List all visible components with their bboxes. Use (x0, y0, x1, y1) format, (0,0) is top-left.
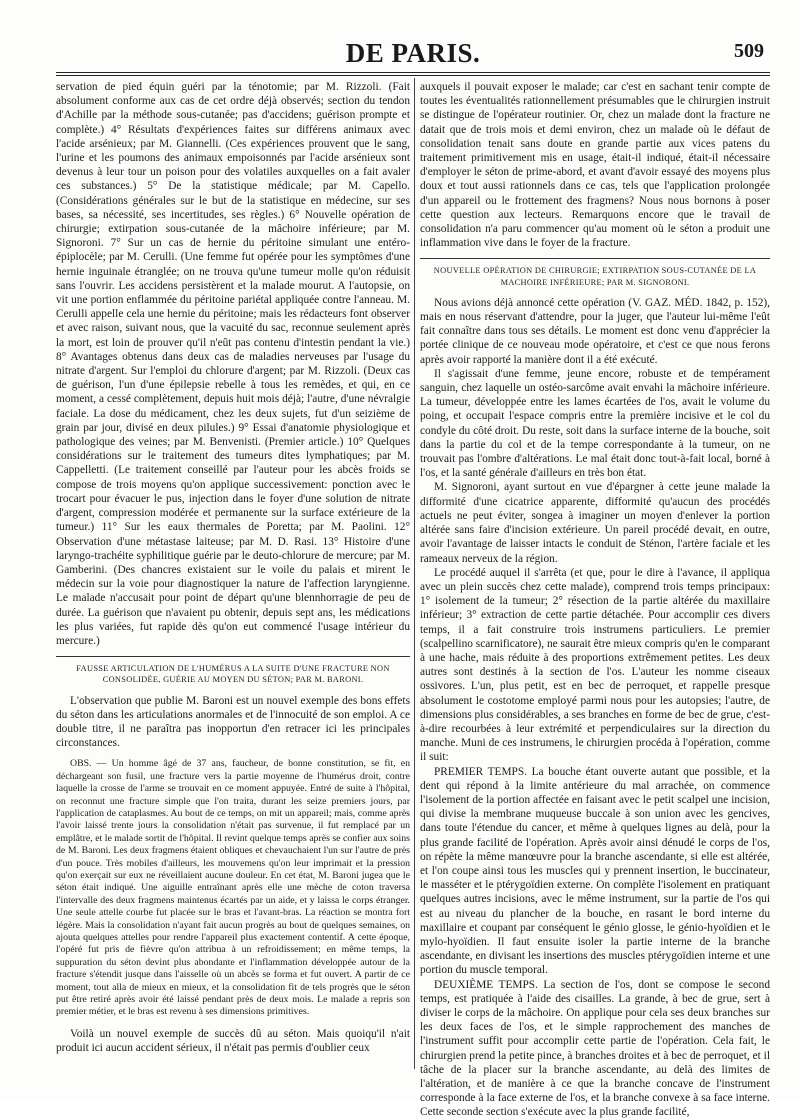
left-paragraph-intro: L'observation que publie M. Baroni est un nouvel exemple des bons effets du séton dans les articulations anormales et de l'innocuité de son emploi. A ce double titre, il ne paraîtra pas inopportun d'en retracer ici les principales circonstances. (56, 694, 410, 750)
right-paragraph-continued: auxquels il pouvait exposer le malade; car c'est en sachant tenir compte de toutes les éventualités rationnellement présumables que le chirurgien instruit se distingue de l'opérateur routinier. Or, chez un malade dont la fracture ne datait que de trois mois et demi environ, chez un malade où le défaut de consolidation tenait sans doute en grande partie aux vices patens du traitement primitivement mis en usage, était-il indiqué, était-il nécessaire d'employer le séton de prime-abord, et avant d'avoir essayé des moyens plus doux et tout aussi rationnels dans ce cas, tels que l'application prolongée d'un appareil ou le frottement des fragmens? Nous nous bornons à poser cette question aux lecteurs. Remarquons encore que le travail de consolidation n'a paru commencer qu'au moment où le séton a produit une inflammation vive dans le foyer de la fracture. (420, 81, 770, 250)
article-heading-signoroni: NOUVELLE OPÉRATION DE CHIRURGIE; EXTIRPATION SOUS-CUTANÉE DE LA MACHOIRE INFÉRIEURE; PAR M. SIGNORONI. (433, 266, 757, 287)
running-title: DE PARIS. (345, 38, 481, 68)
header-rule (56, 72, 770, 73)
right-paragraph-4: Le procédé auquel il s'arrêta (et que, pour le dire à l'avance, il appliqua avec un plein succès chez cette malade), comprend trois temps principaux: 1° isolement de la tumeur; 2° résection de la partie altérée du maxillaire inférieur; 3° extraction de cette partie détachée. Pour accomplir ces divers temps, il a fait construire trois instrumens particuliers. Le premier (scalpellino scarnificatore), ne saurait être mieux compris qu'en le comparant à une hache, mais réduite à des proportions extrêmement petites. Les deux autres sont destinés à la section de l'os. L'auteur les nomme ciseaux ossivores. L'un, plus petit, est en bec de perroquet, et rappelle presque absolument le costotome employé parmi nous pour les autopsies; l'autre, de dimensions plus considérables, a ses branches en forme de bec de grue, c'est-à-dire recourbées à leur extrémité et perpendiculaires sur la direction du manche. Muni de ces instrumens, le chirurgien procéda à l'opération, comme il suit: (420, 566, 770, 764)
right-column (420, 80, 770, 1120)
article-heading-baroni: FAUSSE ARTICULATION DE L'HUMÉRUS A LA SUITE D'UNE FRACTURE NON CONSOLIDÉE, GUÉRIE AU MOYEN DU SÉTON; PAR M. BARONI. (76, 664, 390, 685)
header-rule-thin (56, 75, 770, 76)
observation-paragraph: OBS. — Un homme âgé de 37 ans, faucheur, de bonne constitution, se fit, en déchargeant son fusil, une fracture vers la partie moyenne de l'humérus droit, contre laquelle la crosse de l'arme se trouvait en ce moment appuyée. Entré de suite à l'hôpital, on reconnut une fracture simple que l'on traita, durant les seize premiers jours, par l'application de cataplasmes. Au bout de ce temps, on mit un appareil; mais, comme après l'avoir laissé trente jours la consolidation n'était pas survenue, il fut remplacé par un emplâtre, et le malade sortit de l'hôpital. Il revint quelque temps après se confier aux soins de M. Baroni. Les deux fragmens étaient obliques et chevauchaient l'un sur l'autre de près d'un pouce. Très mobiles d'ailleurs, les mouvemens qu'on leur imprimait et la pression qu'on exerçait sur eux ne réveillaient aucune douleur. En cet état, M. Baroni jugea que le séton était indiqué. Une aiguille entraînant après elle une mèche de coton traversa l'intervalle des deux fragmens maintenus écartés par un aide, et y laissa le corps étranger. Une seule attelle courbe fut placée sur le bras et l'avant-bras. La réaction se montra fort légère. Mais la consolidation n'ayant fait aucun progrès au bout de quelques semaines, on ajouta quelques attelles pour rendre l'appareil plus exactement contentif. A cette époque, l'opéré fut pris de fièvre qu'on attribua à un refroidissement; en même temps, la suppuration du séton devint plus abondante et l'inflammation développée autour de la fracture s'étendit jusque dans l'aisselle où un abcès se forma et fut ouvert. A partir de ce moment, tout alla de mieux en mieux, et la consolidation fit de tels progrès que le séton put être retiré après avoir été laissé pendant près de deux mois. Le malade a repris son premier métier, et le bras est revenu à ses dimensions primitives. (56, 758, 410, 1018)
left-column (56, 80, 410, 1055)
right-paragraph-deuxieme-temps: DEUXIÈME TEMPS. La section de l'os, dont se compose le second temps, est pratiquée à l'aide des cisailles. La grande, à bec de grue, sert à diviser le corps de la mâchoire. On applique pour cela ses deux branches sur les deux faces de l'os, et le simple rapprochement des manches de l'instrument suffit pour accomplir cette partie de l'opération. Cela fait, le chirurgien prend la petite pince, à branches droites et à bec de perroquet, et il tâche de la placer sur la branche ascendante, au delà des limites de l'altération, et de manière à ce que la branche concave de l'instrument corresponde à la face externe de l'os, et la branche convexe à sa face interne. Cette seconde section s'exécute avec la plus grande facilité, (420, 978, 770, 1119)
page-number: 509 (734, 40, 764, 62)
page-header (56, 34, 770, 68)
column-divider (414, 78, 415, 1069)
left-paragraph-continued: servation de pied équin guéri par la ténotomie; par M. Rizzoli. (Fait absolument conforme aux cas de cet ordre déjà observés; section du tendon d'Achille par la méthode sous-cutanée; pas d'accidens; guérison prompte et complète.) 4° Résultats d'expériences faites sur différens animaux avec l'acide arsénieux; par M. Giannelli. (Ces expériences prouvent que le sang, l'urine et les poumons des animaux empoisonnés par l'acide arsénieux sont devenus à leur tour un poison pour des volatiles auxquelles on a fait avaler ces substances.) 5° De la statistique médicale; par M. Capello. (Considérations générales sur le but de la statistique en médecine, sur ses bases, sa nécessité, ses incertitudes, ses règles.) 6° Nouvelle opération de chirurgie; extirpation sous-cutanée de la mâchoire inférieure; par M. Signoroni. 7° Sur un cas de hernie du péritoine simulant une entéro-épiplocèle; par M. Cerulli. (Une femme fut opérée pour les symptômes d'une hernie inguinale étranglée; on ne trouva qu'une tumeur molle qu'on réduisit sans l'ouvrir. Les accidens persistèrent et la malade mourut. A l'autopsie, on vit une portion enflammée du péritoine pariétal appliquée contre l'anneau. M. Cerulli appelle cela une hernie du péritoine; mais les rédacteurs font observer et avec raison, suivant nous, que la vacuité du sac, reconnue seulement après la mort, est loin de prouver qu'il n'eût pas contenu d'intestin pendant la vie.) 8° Avantages obtenus dans deux cas de maladies nerveuses par l'usage du nitrate d'argent. Sur l'emploi du chlorure d'argent; par M. Rizzoli. (Deux cas de guérison, l'un d'une épilepsie rebelle à tous les remèdes, et qui, en ce moment, a cessé complètement, depuis huit mois déjà; l'autre, d'une névralgie faciale. La dose du médicament, chez les deux sujets, fut d'un seizième de grain par jour, divisé en deux pilules.) 9° Essai d'anatomie physiologique et pathologique des veines; par M. Benvenisti. (Premier article.) 10° Quelques considérations sur le traitement des tumeurs dites lymphatiques; par M. Cappelletti. (Le traitement conseillé par l'auteur pour les abcès froids se compose de trois moyens qu'on applique successivement: ponction avec le trocart pour évacuer le pus, injection dans le foyer d'une solution de nitrate d'argent, compression modérée et permanente sur la surface extérieure de la tumeur.) 11° Sur les eaux thermales de Poretta; par M. Paolini. 12° Observation d'une métastase laiteuse; par M. D. Rasi. 13° Histoire d'une laryngo-trachéite syphilitique guérie par le deuto-chlorure de mercure; par M. Gamberini. (Des chancres existaient sur le voile du palais et mirent le médecin sur la voie pour diagnostiquer la nature de l'affection laryngienne. Le malade n'accusait pour point de départ qu'une blennhorragie de peu de durée. La guérison que n'avaient pu obtenir, depuis sept ans, les médications les plus variées, fut rapide dès qu'on eut commencé l'usage intérieur du mercure.) (56, 81, 410, 647)
section-separator (56, 656, 410, 657)
right-paragraph-3: M. Signoroni, ayant surtout en vue d'épargner à cette jeune malade la difformité d'une cicatrice apparente, difformité qu'aucun des procédés actuels ne peut éviter, songea à imaginer un moyen d'enlever la portion altérée sans faire d'incision extérieure. Un pareil procédé devait, en outre, avoir l'avantage de laisser intacts le conduit de Sténon, l'artère faciale et les rameaux nerveux de la région. (420, 481, 770, 565)
section-separator-right (420, 258, 770, 259)
right-paragraph-premier-temps: PREMIER TEMPS. La bouche étant ouverte autant que possible, et la dent qui répond à la limite antérieure du mal arrachée, on commence l'isolement de la portion affectée en faisant avec le petit scalpel une incision, qui divise la membrane muqueuse buccale à son union avec les gencives, dans toute l'étendue du cancer, et même à quelques lignes au delà, pour la plus grande facilité de l'opération. Après avoir ainsi dénudé le corps de l'os, on répète la même manœuvre pour la branche ascendante, si elle est altérée, et l'on coupe ainsi tous les muscles qui y prennent insertion, le buccinateur, le masséter et le ptérygoïdien externe. On complète l'isolement en pratiquant quelques autres incisions, avec le même instrument, sur la partie de l'os qui est au niveau du plancher de la bouche, en rasant le bord interne du maxillaire et coupant par conséquent le génio glosse, le génio-hyoïdien et le mylo-hyoïdien. Il faut ensuite isoler la partie interne de la branche ascendante, en divisant les insertions des muscles ptérygoïdien interne et une portion du muscle temporal. (420, 765, 770, 977)
right-paragraph-2: Il s'agissait d'une femme, jeune encore, robuste et de tempérament sanguin, chez laquelle un ostéo-sarcôme avait envahi la mâchoire inférieure. La tumeur, développée entre les lames écartées de l'os, avait le volume du poing, et occupait l'espace compris entre la première incisive et le col du condyle du côté droit. Du reste, soit dans la surface interne de la bouche, soit dans la partie du col et de la tempe correspondante à la tumeur, on ne trouvait pas l'ombre d'altérations. Le mal était donc tout-à-fait local, borné à l'os, et la santé générale d'ailleurs en très bon état. (420, 367, 770, 480)
left-paragraph-closing: Voilà un nouvel exemple de succès dû au séton. Mais quoiqu'il n'ait produit ici aucun accident sérieux, il n'était pas permis d'oublier ceux (56, 1027, 410, 1055)
right-paragraph-1: Nous avions déjà annoncé cette opération (V. GAZ. MÉD. 1842, p. 152), mais en nous réservant d'attendre, pour la juger, que l'auteur lui-même l'eût fait connaître dans tous ses détails. Le moment est donc venu d'apprécier la portée clinique de ce nouveau mode opératoire, et c'est ce que nous ferons après avoir rapporté la manière dont il a été exécuté. (420, 296, 770, 366)
